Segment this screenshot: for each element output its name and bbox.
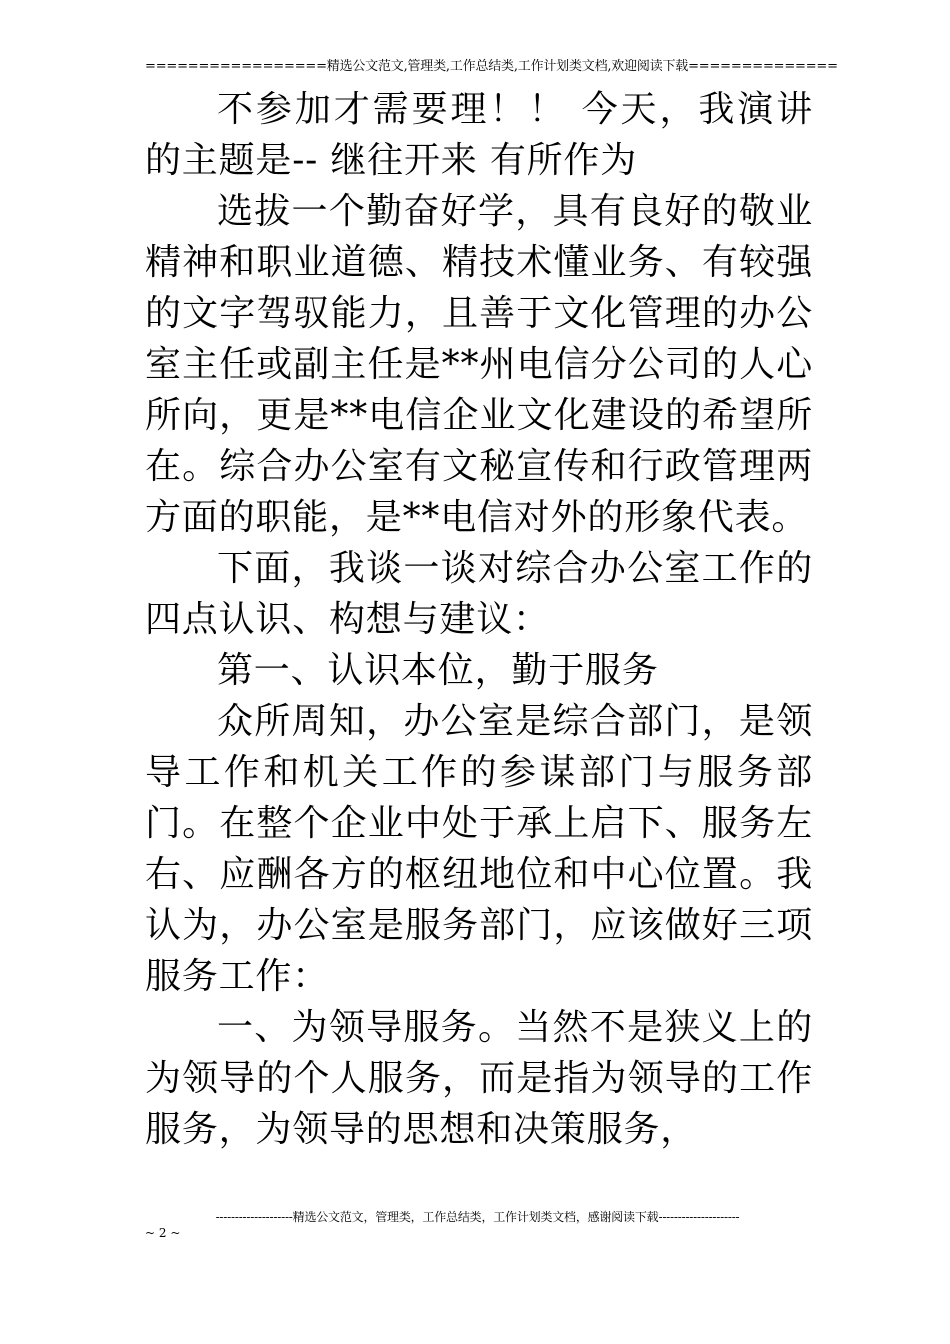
document-body [145, 84, 813, 1155]
page-footer: --------------------精选公文范文，管理类，工作总结类，工作计划类文档，感谢阅读下载--------------------- [215, 1210, 740, 1224]
paragraph-four-points: 下面，我谈一谈对综合办公室工作的四点认识、构想与建议： [145, 548, 813, 640]
paragraph-office-role: 众所周知，办公室是综合部门，是领导工作和机关工作的参谋部门与服务部门。在整个企业中处于承上启下、服务左右、应酬各方的枢纽地位和中心位置。我认为，办公室是服务部门，应该做好三项服务工作： [145, 701, 813, 997]
paragraph-selection: 选拔一个勤奋好学，具有良好的敬业精神和职业道德、精技术懂业务、有较强的文字驾驭能力，且善于文化管理的办公室主任或副主任是**州电信分公司的人心所向，更是**电信企业文化建设的希望所在。综合办公室有文秘宣传和行政管理两方面的职能，是**电信对外的形象代表。 [145, 191, 813, 538]
page-number: ~ 2 ~ [145, 1226, 181, 1240]
section-heading-first: 第一、认识本位，勤于服务 [217, 650, 659, 691]
page-header: =================精选公文范文,管理类,工作总结类,工作计划类文档,欢迎阅读下载============== [145, 59, 838, 74]
paragraph-serve-leaders: 一、为领导服务。当然不是狭义上的为领导的个人服务，而是指为领导的工作服务，为领导的思想和决策服务， [145, 1007, 813, 1150]
paragraph-intro: 不参加才需要理！！ 今天，我演讲的主题是-- 继往开来 有所作为 [145, 89, 813, 181]
